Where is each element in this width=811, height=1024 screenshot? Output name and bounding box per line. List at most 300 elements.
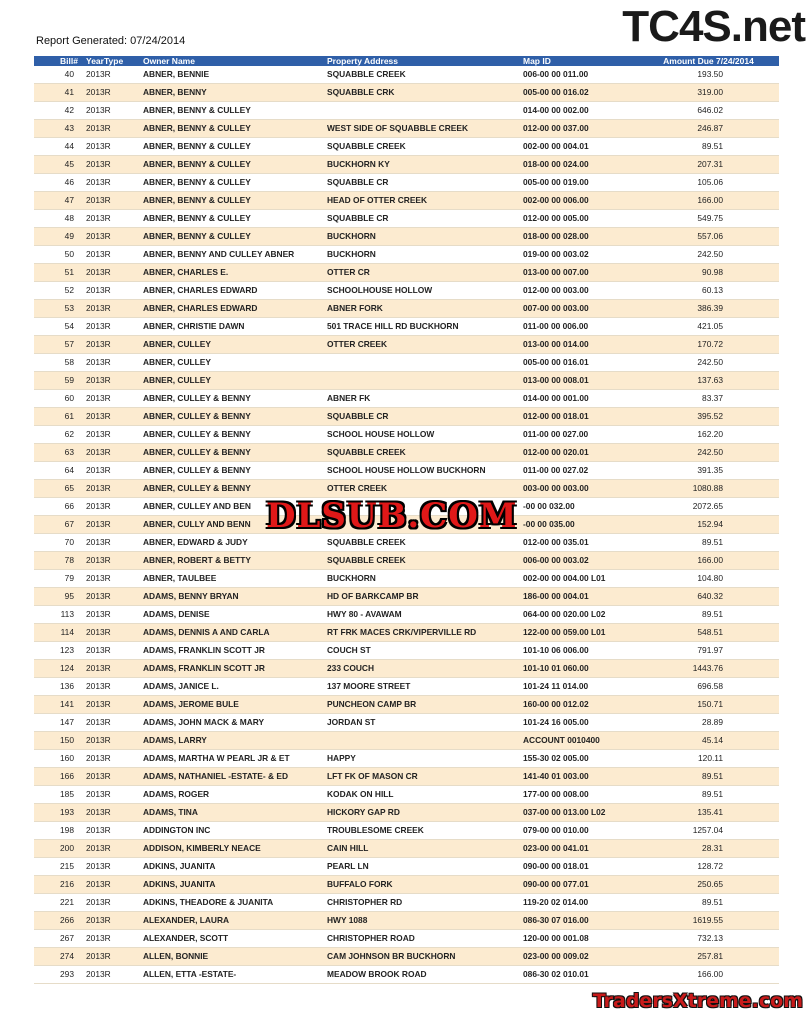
table-row bbox=[34, 750, 779, 768]
amount-due-cell: 89.51 bbox=[636, 606, 779, 624]
bill-number-cell: 78 bbox=[34, 552, 84, 570]
owner-name-cell: ADKINS, THEADORE & JUANITA bbox=[141, 894, 325, 912]
table-row bbox=[34, 300, 779, 318]
owner-name-cell: ABNER, EDWARD & JUDY bbox=[141, 534, 325, 552]
amount-due-cell: 152.94 bbox=[636, 516, 779, 534]
owner-name-cell: ADAMS, FRANKLIN SCOTT JR bbox=[141, 642, 325, 660]
table-row bbox=[34, 534, 779, 552]
map-id-cell: 013-00 00 014.00 bbox=[521, 336, 636, 354]
map-id-cell: 012-00 00 018.01 bbox=[521, 408, 636, 426]
bill-number-cell: 113 bbox=[34, 606, 84, 624]
yeartype-cell: 2013R bbox=[84, 282, 141, 300]
property-address-cell bbox=[325, 354, 521, 372]
amount-due-cell: 120.11 bbox=[636, 750, 779, 768]
table-row bbox=[34, 246, 779, 264]
property-address-cell: SQUABBLE CREEK bbox=[325, 66, 521, 84]
table-row bbox=[34, 786, 779, 804]
table-row bbox=[34, 228, 779, 246]
yeartype-cell: 2013R bbox=[84, 300, 141, 318]
bill-number-cell: 123 bbox=[34, 642, 84, 660]
amount-due-cell: 166.00 bbox=[636, 966, 779, 984]
yeartype-cell: 2013R bbox=[84, 786, 141, 804]
yeartype-cell: 2013R bbox=[84, 372, 141, 390]
amount-due-cell: 257.81 bbox=[636, 948, 779, 966]
yeartype-cell: 2013R bbox=[84, 480, 141, 498]
amount-due-cell: 104.80 bbox=[636, 570, 779, 588]
owner-name-cell: ALLEN, BONNIE bbox=[141, 948, 325, 966]
table-row bbox=[34, 930, 779, 948]
property-address-cell: CHRISTOPHER RD bbox=[325, 894, 521, 912]
column-header-bill: Bill# bbox=[60, 56, 78, 66]
bill-number-cell: 57 bbox=[34, 336, 84, 354]
bill-number-cell: 200 bbox=[34, 840, 84, 858]
bill-number-cell: 293 bbox=[34, 966, 84, 984]
amount-due-cell: 45.14 bbox=[636, 732, 779, 750]
bill-number-cell: 136 bbox=[34, 678, 84, 696]
yeartype-cell: 2013R bbox=[84, 552, 141, 570]
owner-name-cell: ADAMS, TINA bbox=[141, 804, 325, 822]
map-id-cell: 012-00 00 037.00 bbox=[521, 120, 636, 138]
yeartype-cell: 2013R bbox=[84, 156, 141, 174]
property-address-cell: OTTER CREEK bbox=[325, 336, 521, 354]
map-id-cell: 011-00 00 027.02 bbox=[521, 462, 636, 480]
table-row bbox=[34, 318, 779, 336]
owner-name-cell: ABNER, CULLEY & BENNY bbox=[141, 444, 325, 462]
amount-due-cell: 548.51 bbox=[636, 624, 779, 642]
owner-name-cell: ADDISON, KIMBERLY NEACE bbox=[141, 840, 325, 858]
table-row bbox=[34, 390, 779, 408]
amount-due-cell: 246.87 bbox=[636, 120, 779, 138]
yeartype-cell: 2013R bbox=[84, 858, 141, 876]
table-row bbox=[34, 156, 779, 174]
bill-number-cell: 41 bbox=[34, 84, 84, 102]
property-address-cell: KODAK ON HILL bbox=[325, 786, 521, 804]
yeartype-cell: 2013R bbox=[84, 894, 141, 912]
yeartype-cell: 2013R bbox=[84, 840, 141, 858]
property-address-cell: RT FRK MACES CRK/VIPERVILLE RD bbox=[325, 624, 521, 642]
table-row bbox=[34, 120, 779, 138]
amount-due-cell: 386.39 bbox=[636, 300, 779, 318]
yeartype-cell: 2013R bbox=[84, 354, 141, 372]
owner-name-cell: ABNER, TAULBEE bbox=[141, 570, 325, 588]
yeartype-cell: 2013R bbox=[84, 912, 141, 930]
table-row bbox=[34, 642, 779, 660]
bill-number-cell: 63 bbox=[34, 444, 84, 462]
yeartype-cell: 2013R bbox=[84, 606, 141, 624]
bill-number-cell: 48 bbox=[34, 210, 84, 228]
owner-name-cell: ABNER, CULLEY bbox=[141, 336, 325, 354]
map-id-cell: 086-30 02 010.01 bbox=[521, 966, 636, 984]
table-row bbox=[34, 354, 779, 372]
map-id-cell: 013-00 00 007.00 bbox=[521, 264, 636, 282]
tradersxtreme-watermark: TradersXtreme.com bbox=[592, 990, 803, 1012]
map-id-cell: 064-00 00 020.00 L02 bbox=[521, 606, 636, 624]
owner-name-cell: ADAMS, NATHANIEL -ESTATE- & ED bbox=[141, 768, 325, 786]
property-address-cell bbox=[325, 102, 521, 120]
bill-number-cell: 60 bbox=[34, 390, 84, 408]
owner-name-cell: ADAMS, JEROME BULE bbox=[141, 696, 325, 714]
owner-name-cell: ADAMS, BENNY BRYAN bbox=[141, 588, 325, 606]
bill-number-cell: 215 bbox=[34, 858, 84, 876]
amount-due-cell: 207.31 bbox=[636, 156, 779, 174]
property-address-cell: PUNCHEON CAMP BR bbox=[325, 696, 521, 714]
property-address-cell: SQUABBLE CR bbox=[325, 408, 521, 426]
report-generated-label: Report Generated: 07/24/2014 bbox=[36, 35, 186, 47]
property-address-cell: SQUABBLE CREEK bbox=[325, 444, 521, 462]
map-id-cell: 012-00 00 005.00 bbox=[521, 210, 636, 228]
yeartype-cell: 2013R bbox=[84, 570, 141, 588]
map-id-cell: 014-00 00 002.00 bbox=[521, 102, 636, 120]
table-row bbox=[34, 678, 779, 696]
yeartype-cell: 2013R bbox=[84, 264, 141, 282]
amount-due-cell: 646.02 bbox=[636, 102, 779, 120]
bill-number-cell: 267 bbox=[34, 930, 84, 948]
yeartype-cell: 2013R bbox=[84, 174, 141, 192]
map-id-cell: 120-00 00 001.08 bbox=[521, 930, 636, 948]
amount-due-cell: 83.37 bbox=[636, 390, 779, 408]
map-id-cell: 141-40 01 003.00 bbox=[521, 768, 636, 786]
bill-number-cell: 44 bbox=[34, 138, 84, 156]
table-row bbox=[34, 336, 779, 354]
property-address-cell: BUCKHORN KY bbox=[325, 156, 521, 174]
property-address-cell: BUCKHORN bbox=[325, 246, 521, 264]
owner-name-cell: ABNER, BENNY & CULLEY bbox=[141, 192, 325, 210]
owner-name-cell: ABNER, BENNIE bbox=[141, 66, 325, 84]
table-row bbox=[34, 858, 779, 876]
table-row bbox=[34, 138, 779, 156]
yeartype-cell: 2013R bbox=[84, 408, 141, 426]
property-address-cell bbox=[325, 372, 521, 390]
owner-name-cell: ADAMS, ROGER bbox=[141, 786, 325, 804]
amount-due-cell: 90.98 bbox=[636, 264, 779, 282]
map-id-cell: 012-00 00 020.01 bbox=[521, 444, 636, 462]
amount-due-cell: 1080.88 bbox=[636, 480, 779, 498]
property-address-cell: SQUABBLE CR bbox=[325, 174, 521, 192]
bill-number-cell: 193 bbox=[34, 804, 84, 822]
map-id-cell: ACCOUNT 0010400 bbox=[521, 732, 636, 750]
owner-name-cell: ADDINGTON INC bbox=[141, 822, 325, 840]
bill-number-cell: 150 bbox=[34, 732, 84, 750]
yeartype-cell: 2013R bbox=[84, 390, 141, 408]
bill-number-cell: 52 bbox=[34, 282, 84, 300]
table-row bbox=[34, 570, 779, 588]
yeartype-cell: 2013R bbox=[84, 120, 141, 138]
yeartype-cell: 2013R bbox=[84, 210, 141, 228]
map-id-cell: 014-00 00 001.00 bbox=[521, 390, 636, 408]
property-address-cell bbox=[325, 732, 521, 750]
amount-due-cell: 391.35 bbox=[636, 462, 779, 480]
column-header-owner-name: Owner Name bbox=[143, 56, 195, 66]
amount-due-cell: 242.50 bbox=[636, 246, 779, 264]
yeartype-cell: 2013R bbox=[84, 624, 141, 642]
yeartype-cell: 2013R bbox=[84, 768, 141, 786]
bill-number-cell: 59 bbox=[34, 372, 84, 390]
owner-name-cell: ABNER, CULLEY bbox=[141, 372, 325, 390]
table-row bbox=[34, 66, 779, 84]
amount-due-cell: 89.51 bbox=[636, 534, 779, 552]
property-address-cell: TROUBLESOME CREEK bbox=[325, 822, 521, 840]
yeartype-cell: 2013R bbox=[84, 930, 141, 948]
map-id-cell: 003-00 00 003.00 bbox=[521, 480, 636, 498]
map-id-cell: 002-00 00 004.01 bbox=[521, 138, 636, 156]
map-id-cell: 122-00 00 059.00 L01 bbox=[521, 624, 636, 642]
amount-due-cell: 166.00 bbox=[636, 192, 779, 210]
owner-name-cell: ADKINS, JUANITA bbox=[141, 858, 325, 876]
bill-number-cell: 58 bbox=[34, 354, 84, 372]
bill-number-cell: 114 bbox=[34, 624, 84, 642]
bill-number-cell: 62 bbox=[34, 426, 84, 444]
bill-number-cell: 266 bbox=[34, 912, 84, 930]
bill-number-cell: 45 bbox=[34, 156, 84, 174]
table-row bbox=[34, 462, 779, 480]
yeartype-cell: 2013R bbox=[84, 660, 141, 678]
table-row bbox=[34, 714, 779, 732]
bill-number-cell: 49 bbox=[34, 228, 84, 246]
bill-number-cell: 124 bbox=[34, 660, 84, 678]
property-address-cell: PEARL LN bbox=[325, 858, 521, 876]
yeartype-cell: 2013R bbox=[84, 318, 141, 336]
property-address-cell: HD OF BARKCAMP BR bbox=[325, 588, 521, 606]
owner-name-cell: ABNER, BENNY & CULLEY bbox=[141, 174, 325, 192]
bill-number-cell: 46 bbox=[34, 174, 84, 192]
map-id-cell: 119-20 02 014.00 bbox=[521, 894, 636, 912]
amount-due-cell: 137.63 bbox=[636, 372, 779, 390]
property-address-cell: SCHOOL HOUSE HOLLOW bbox=[325, 426, 521, 444]
bill-number-cell: 61 bbox=[34, 408, 84, 426]
owner-name-cell: ADAMS, FRANKLIN SCOTT JR bbox=[141, 660, 325, 678]
owner-name-cell: ABNER, CHRISTIE DAWN bbox=[141, 318, 325, 336]
map-id-cell: 012-00 00 035.01 bbox=[521, 534, 636, 552]
map-id-cell: 037-00 00 013.00 L02 bbox=[521, 804, 636, 822]
table-row bbox=[34, 192, 779, 210]
amount-due-cell: 60.13 bbox=[636, 282, 779, 300]
map-id-cell: 023-00 00 009.02 bbox=[521, 948, 636, 966]
owner-name-cell: ABNER, BENNY & CULLEY bbox=[141, 156, 325, 174]
amount-due-cell: 28.89 bbox=[636, 714, 779, 732]
yeartype-cell: 2013R bbox=[84, 750, 141, 768]
table-row bbox=[34, 624, 779, 642]
table-row bbox=[34, 426, 779, 444]
yeartype-cell: 2013R bbox=[84, 966, 141, 984]
table-row bbox=[34, 372, 779, 390]
property-address-cell: JORDAN ST bbox=[325, 714, 521, 732]
property-address-cell: SCHOOL HOUSE HOLLOW BUCKHORN bbox=[325, 462, 521, 480]
column-header-yeartype: YearType bbox=[86, 56, 124, 66]
amount-due-cell: 150.71 bbox=[636, 696, 779, 714]
owner-name-cell: ABNER, BENNY & CULLEY bbox=[141, 120, 325, 138]
table-header-row bbox=[34, 56, 779, 66]
property-address-cell: SQUABBLE CREEK bbox=[325, 534, 521, 552]
map-id-cell: 177-00 00 008.00 bbox=[521, 786, 636, 804]
yeartype-cell: 2013R bbox=[84, 516, 141, 534]
column-header-amount-due: Amount Due 7/24/2014 bbox=[663, 56, 754, 66]
owner-name-cell: ABNER, CULLEY & BENNY bbox=[141, 408, 325, 426]
owner-name-cell: ABNER, BENNY & CULLEY bbox=[141, 102, 325, 120]
yeartype-cell: 2013R bbox=[84, 138, 141, 156]
yeartype-cell: 2013R bbox=[84, 714, 141, 732]
property-address-cell: CAM JOHNSON BR BUCKHORN bbox=[325, 948, 521, 966]
owner-name-cell: ALEXANDER, SCOTT bbox=[141, 930, 325, 948]
property-address-cell: HEAD OF OTTER CREEK bbox=[325, 192, 521, 210]
map-id-cell: 101-10 06 006.00 bbox=[521, 642, 636, 660]
map-id-cell: 023-00 00 041.01 bbox=[521, 840, 636, 858]
table-row bbox=[34, 84, 779, 102]
amount-due-cell: 2072.65 bbox=[636, 498, 779, 516]
map-id-cell: 090-00 00 018.01 bbox=[521, 858, 636, 876]
owner-name-cell: ADAMS, DENNIS A AND CARLA bbox=[141, 624, 325, 642]
map-id-cell: 079-00 00 010.00 bbox=[521, 822, 636, 840]
table-row bbox=[34, 606, 779, 624]
bill-number-cell: 70 bbox=[34, 534, 84, 552]
yeartype-cell: 2013R bbox=[84, 462, 141, 480]
amount-due-cell: 250.65 bbox=[636, 876, 779, 894]
bill-number-cell: 43 bbox=[34, 120, 84, 138]
table-row bbox=[34, 444, 779, 462]
amount-due-cell: 89.51 bbox=[636, 894, 779, 912]
bill-number-cell: 141 bbox=[34, 696, 84, 714]
owner-name-cell: ABNER, CHARLES EDWARD bbox=[141, 300, 325, 318]
yeartype-cell: 2013R bbox=[84, 246, 141, 264]
yeartype-cell: 2013R bbox=[84, 426, 141, 444]
property-address-cell: BUCKHORN bbox=[325, 228, 521, 246]
property-address-cell: SCHOOLHOUSE HOLLOW bbox=[325, 282, 521, 300]
yeartype-cell: 2013R bbox=[84, 192, 141, 210]
property-address-cell: HWY 80 - AVAWAM bbox=[325, 606, 521, 624]
map-id-cell: 006-00 00 011.00 bbox=[521, 66, 636, 84]
property-address-cell: BUCKHORN bbox=[325, 570, 521, 588]
amount-due-cell: 105.06 bbox=[636, 174, 779, 192]
map-id-cell: 018-00 00 024.00 bbox=[521, 156, 636, 174]
amount-due-cell: 549.75 bbox=[636, 210, 779, 228]
owner-name-cell: ABNER, CULLEY AND BEN bbox=[141, 498, 325, 516]
property-address-cell: ABNER FORK bbox=[325, 300, 521, 318]
map-id-cell: 019-00 00 003.02 bbox=[521, 246, 636, 264]
owner-name-cell: ABNER, CULLY AND BENN bbox=[141, 516, 325, 534]
amount-due-cell: 89.51 bbox=[636, 768, 779, 786]
bill-number-cell: 40 bbox=[34, 66, 84, 84]
amount-due-cell: 89.51 bbox=[636, 138, 779, 156]
owner-name-cell: ABNER, BENNY AND CULLEY ABNER bbox=[141, 246, 325, 264]
map-id-cell: 011-00 00 027.00 bbox=[521, 426, 636, 444]
bill-number-cell: 185 bbox=[34, 786, 84, 804]
property-address-cell: WEST SIDE OF SQUABBLE CREEK bbox=[325, 120, 521, 138]
owner-name-cell: ADAMS, JANICE L. bbox=[141, 678, 325, 696]
amount-due-cell: 1619.55 bbox=[636, 912, 779, 930]
yeartype-cell: 2013R bbox=[84, 876, 141, 894]
table-row bbox=[34, 174, 779, 192]
table-row bbox=[34, 264, 779, 282]
site-logo: TC4S.net bbox=[622, 2, 805, 51]
table-row bbox=[34, 480, 779, 498]
amount-due-cell: 421.05 bbox=[636, 318, 779, 336]
yeartype-cell: 2013R bbox=[84, 84, 141, 102]
table-row bbox=[34, 876, 779, 894]
map-id-cell: 101-10 01 060.00 bbox=[521, 660, 636, 678]
bill-number-cell: 64 bbox=[34, 462, 84, 480]
map-id-cell: 086-30 07 016.00 bbox=[521, 912, 636, 930]
property-address-cell: SQUABBLE CREEK bbox=[325, 552, 521, 570]
amount-due-cell: 128.72 bbox=[636, 858, 779, 876]
amount-due-cell: 135.41 bbox=[636, 804, 779, 822]
amount-due-cell: 193.50 bbox=[636, 66, 779, 84]
bill-number-cell: 79 bbox=[34, 570, 84, 588]
amount-due-cell: 696.58 bbox=[636, 678, 779, 696]
map-id-cell: 090-00 00 077.01 bbox=[521, 876, 636, 894]
amount-due-cell: 166.00 bbox=[636, 552, 779, 570]
table-row bbox=[34, 966, 779, 984]
map-id-cell: 101-24 11 014.00 bbox=[521, 678, 636, 696]
amount-due-cell: 732.13 bbox=[636, 930, 779, 948]
yeartype-cell: 2013R bbox=[84, 588, 141, 606]
amount-due-cell: 170.72 bbox=[636, 336, 779, 354]
owner-name-cell: ABNER, CULLEY bbox=[141, 354, 325, 372]
map-id-cell: 160-00 00 012.02 bbox=[521, 696, 636, 714]
property-address-cell: SQUABBLE CR bbox=[325, 210, 521, 228]
yeartype-cell: 2013R bbox=[84, 228, 141, 246]
map-id-cell: 005-00 00 016.01 bbox=[521, 354, 636, 372]
bill-number-cell: 95 bbox=[34, 588, 84, 606]
property-address-cell: 137 MOORE STREET bbox=[325, 678, 521, 696]
owner-name-cell: ADKINS, JUANITA bbox=[141, 876, 325, 894]
table-row bbox=[34, 282, 779, 300]
map-id-cell: -00 00 035.00 bbox=[521, 516, 636, 534]
amount-due-cell: 395.52 bbox=[636, 408, 779, 426]
table-row bbox=[34, 822, 779, 840]
yeartype-cell: 2013R bbox=[84, 642, 141, 660]
yeartype-cell: 2013R bbox=[84, 678, 141, 696]
amount-due-cell: 557.06 bbox=[636, 228, 779, 246]
amount-due-cell: 1257.04 bbox=[636, 822, 779, 840]
table-row bbox=[34, 102, 779, 120]
owner-name-cell: ABNER, BENNY & CULLEY bbox=[141, 228, 325, 246]
table-row bbox=[34, 552, 779, 570]
bill-number-cell: 54 bbox=[34, 318, 84, 336]
owner-name-cell: ADAMS, DENISE bbox=[141, 606, 325, 624]
owner-name-cell: ABNER, BENNY & CULLEY bbox=[141, 210, 325, 228]
table-row bbox=[34, 948, 779, 966]
yeartype-cell: 2013R bbox=[84, 66, 141, 84]
owner-name-cell: ADAMS, MARTHA W PEARL JR & ET bbox=[141, 750, 325, 768]
table-row bbox=[34, 210, 779, 228]
table-row bbox=[34, 660, 779, 678]
yeartype-cell: 2013R bbox=[84, 498, 141, 516]
owner-name-cell: ABNER, BENNY & CULLEY bbox=[141, 138, 325, 156]
yeartype-cell: 2013R bbox=[84, 444, 141, 462]
map-id-cell: 018-00 00 028.00 bbox=[521, 228, 636, 246]
owner-name-cell: ABNER, CULLEY & BENNY bbox=[141, 390, 325, 408]
map-id-cell: 007-00 00 003.00 bbox=[521, 300, 636, 318]
owner-name-cell: ALLEN, ETTA -ESTATE- bbox=[141, 966, 325, 984]
bill-number-cell: 198 bbox=[34, 822, 84, 840]
table-row bbox=[34, 696, 779, 714]
property-address-cell: SQUABBLE CRK bbox=[325, 84, 521, 102]
property-address-cell: SQUABBLE CREEK bbox=[325, 138, 521, 156]
property-address-cell: HAPPY bbox=[325, 750, 521, 768]
bill-number-cell: 42 bbox=[34, 102, 84, 120]
bill-number-cell: 67 bbox=[34, 516, 84, 534]
map-id-cell: 155-30 02 005.00 bbox=[521, 750, 636, 768]
map-id-cell: 005-00 00 016.02 bbox=[521, 84, 636, 102]
bill-number-cell: 53 bbox=[34, 300, 84, 318]
bill-number-cell: 47 bbox=[34, 192, 84, 210]
owner-name-cell: ABNER, BENNY bbox=[141, 84, 325, 102]
owner-name-cell: ABNER, CHARLES EDWARD bbox=[141, 282, 325, 300]
table-row bbox=[34, 732, 779, 750]
yeartype-cell: 2013R bbox=[84, 102, 141, 120]
map-id-cell: 101-24 16 005.00 bbox=[521, 714, 636, 732]
property-address-cell: 501 TRACE HILL RD BUCKHORN bbox=[325, 318, 521, 336]
amount-due-cell: 791.97 bbox=[636, 642, 779, 660]
